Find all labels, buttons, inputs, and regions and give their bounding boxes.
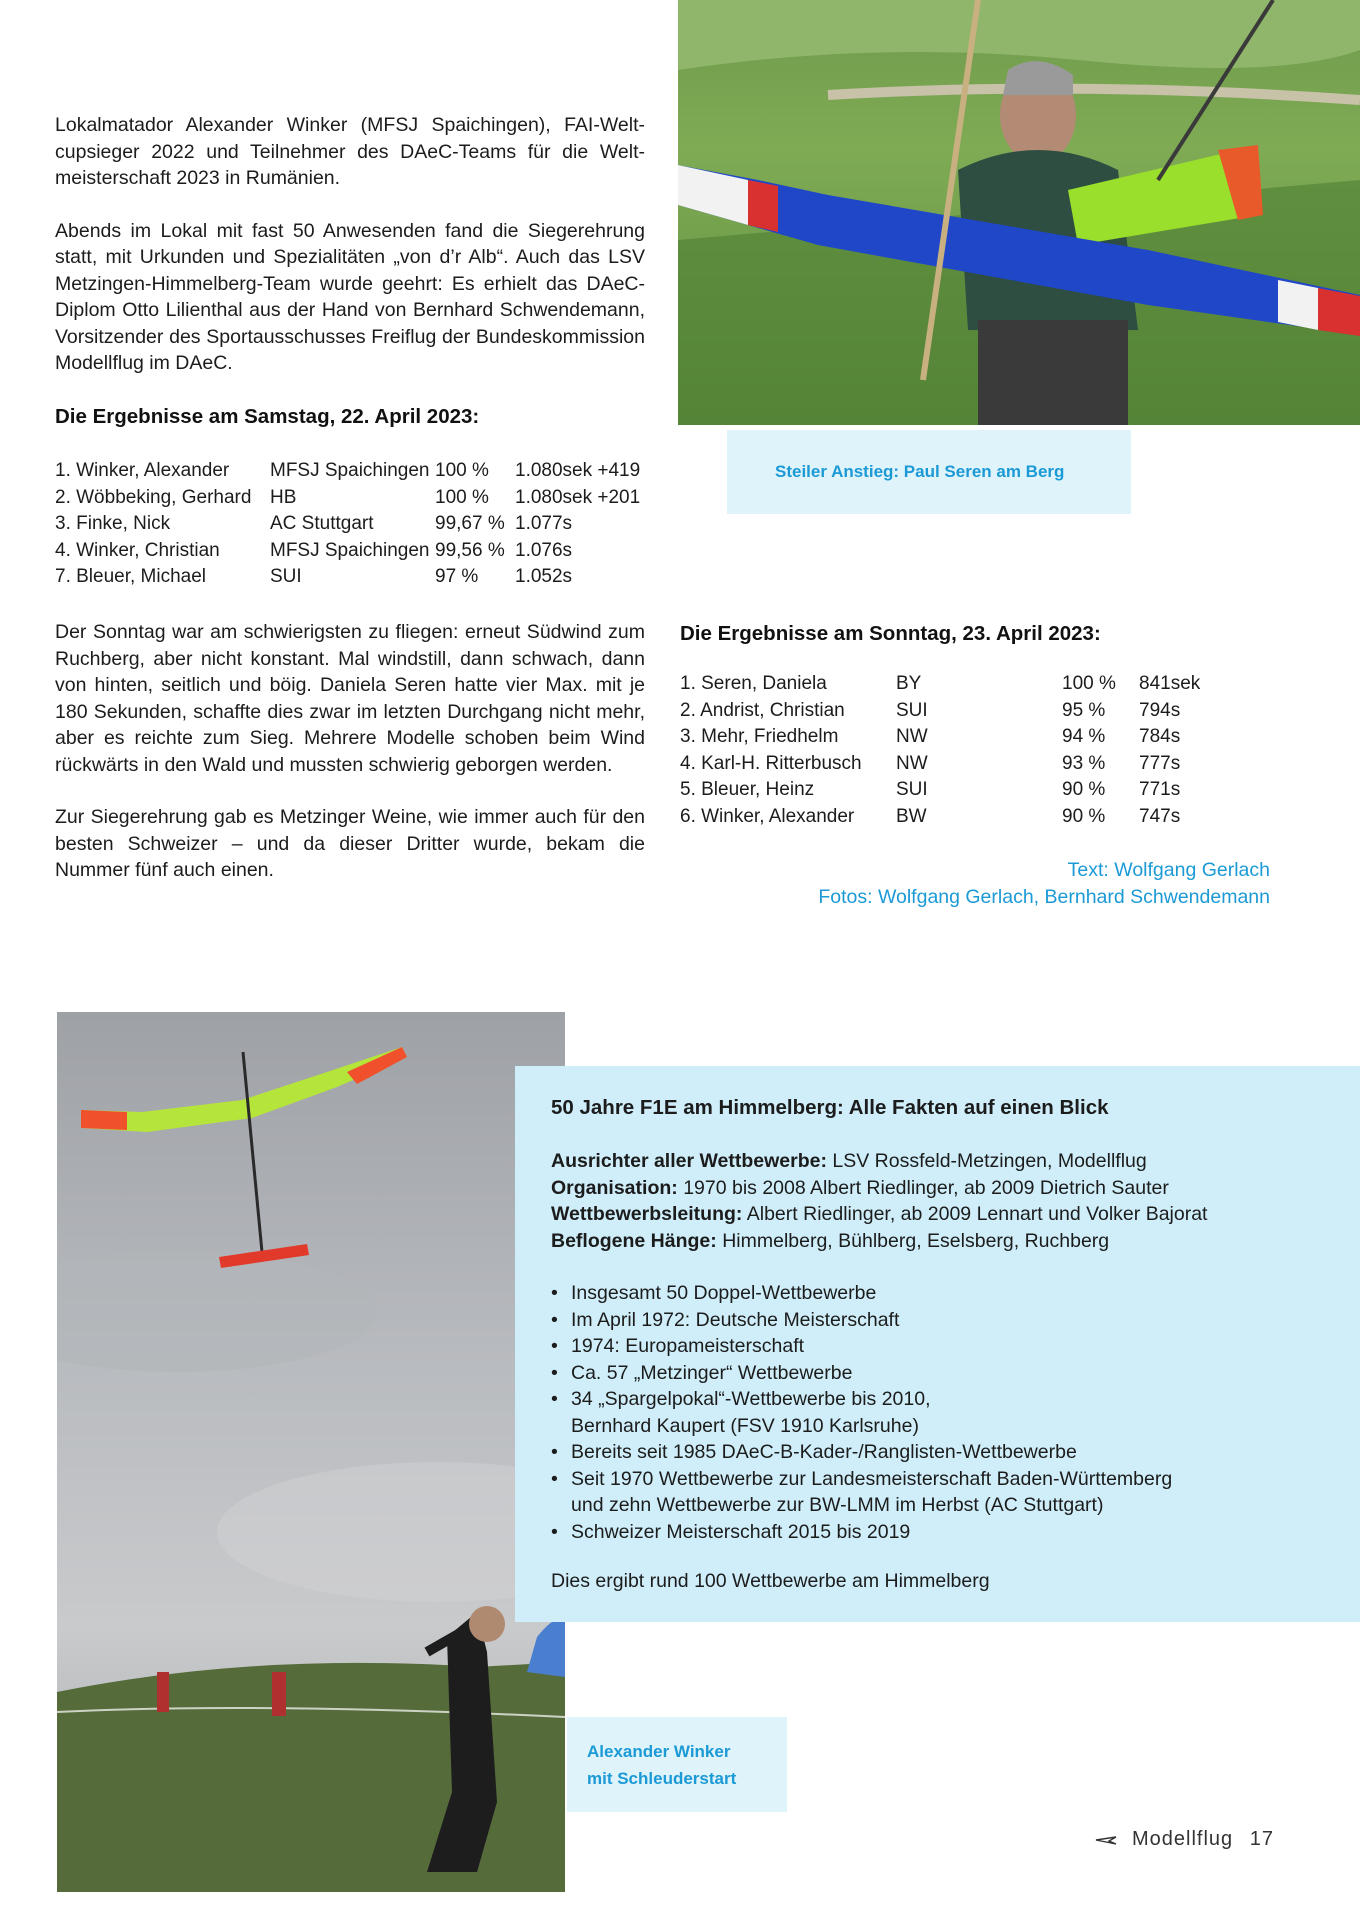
list-item: • 1974: Europameisterschaft (551, 1333, 1172, 1360)
intro-paragraph-2: Abends im Lokal mit fast 50 Anwesenden fand die Siegerehrung statt, mit Urkunden und Spezialitäten „von d’r Alb“. Auch das LSV Metzingen-Himmelberg-Team wurde geehrt: Es erhielt das DAeC-Diplom Otto Lilienthal aus der Hand von Bernhard Schwendemann, Vorsitzender des Sportausschusses Freiflug der Bundeskommission Modellflug im DAeC. (55, 219, 645, 374)
caption-photo-bottom-line2: mit Schleuderstart (587, 1769, 737, 1788)
list-item: • Bereits seit 1985 DAeC-B-Kader-/Ranglisten-Wettbewerbe (551, 1439, 1172, 1466)
list-item: • Ca. 57 „Metzinger“ Wettbewerbe (551, 1360, 1172, 1387)
photo-alexander-winker (57, 1012, 565, 1892)
intro-paragraph-1: Lokalmatador Alexander Winker (MFSJ Spaichingen), FAI-Weltcupsieger 2022 und Teilnehmer des DAeC-Teams für die Weltmeisterschaft 2023 in Rumänien. (55, 114, 645, 189)
page-footer (1095, 1828, 1274, 1851)
credit-photo-authors: Fotos: Wolfgang Gerlach, Bernhard Schwendemann (818, 886, 1270, 908)
list-item: • Im April 1972: Deutsche Meisterschaft (551, 1307, 1172, 1334)
sunday-paragraph-2: Zur Siegerehrung gab es Metzinger Weine, wie immer auch für den besten Schweizer – und da dieser Dritter wurde, bekam die Nummer fünf auch einen. (55, 806, 645, 881)
sunday-results-table: 1. Seren, Daniela BY 100 % 841sek 2. Andrist, Christian SUI 95 % 794s 3. Mehr, Friedhelm NW 94 % 784s 4. Karl-H. Ritterbusch NW 93 % 777s 5. Bleuer, Heinz SUI 90 % 771s 6. Winker, Alexander BW 90 % 747s (680, 673, 1201, 827)
page-number: 17 (1249, 1828, 1274, 1850)
photo-glider-pilot-image (678, 0, 1360, 425)
fact-organisation: Organisation: 1970 bis 2008 Albert Riedlinger, ab 2009 Dietrich Sauter (551, 1176, 1169, 1199)
facts-box (515, 1066, 1360, 1622)
list-item: • 34 „Spargelpokal“-Wettbewerbe bis 2010, Bernhard Kaupert (FSV 1910 Karlsruhe) (551, 1386, 1172, 1439)
magazine-name: Modellflug (1132, 1828, 1234, 1850)
facts-bullet-list (551, 1280, 1172, 1545)
saturday-results-heading: Die Ergebnisse am Samstag, 22. April 2023: (55, 405, 480, 428)
photo-glider-sky-image (57, 1012, 565, 1892)
caption-photo-bottom (567, 1717, 787, 1812)
sunday-text-column (55, 619, 645, 884)
caption-photo-top (727, 430, 1131, 514)
list-item: • Schweizer Meisterschaft 2015 bis 2019 (551, 1519, 1172, 1546)
fact-competition-management: Wettbewerbsleitung: Albert Riedlinger, ab 2009 Lennart und Volker Bajorat (551, 1203, 1208, 1225)
facts-box-title: 50 Jahre F1E am Himmelberg: Alle Fakten auf einen Blick (551, 1096, 1109, 1119)
credits (700, 857, 1270, 911)
credit-text-author: Text: Wolfgang Gerlach (1067, 859, 1270, 881)
sunday-paragraph-1: Der Sonntag war am schwierigsten zu fliegen: erneut Südwind zum Ruchberg, aber nicht konstant. Mal windstill, dann schwach, dann von hinten, seitlich und böig. Daniela Seren hatte vier Max. mit je 180 Sekunden, schaffte dies zwar im letzten Durchgang nicht mehr, aber es reichte zum Sieg. Mehrere Modelle schoben beim Wind rückwärts in den Wald und mussten schwierig geborgen werden. (55, 621, 645, 776)
photo-paul-seren (678, 0, 1360, 425)
list-item: • Insgesamt 50 Doppel-Wettbewerbe (551, 1280, 1172, 1307)
caption-photo-bottom-line1: Alexander Winker (587, 1742, 731, 1761)
list-item: • Seit 1970 Wettbewerbe zur Landesmeisterschaft Baden-Württemberg und zehn Wettbewerbe zur BW-LMM im Herbst (AC Stuttgart) (551, 1466, 1172, 1519)
sunday-results-heading: Die Ergebnisse am Sonntag, 23. April 2023: (680, 622, 1101, 645)
intro-column (55, 112, 645, 377)
caption-photo-top-text: Steiler Anstieg: Paul Seren am Berg (775, 462, 1065, 481)
fact-organizer: Ausrichter aller Wettbewerbe: LSV Rossfeld-Metzingen, Modellflug (551, 1150, 1147, 1172)
glider-logo-icon (1095, 1833, 1117, 1847)
fact-slopes: Beflogene Hänge: Himmelberg, Bühlberg, Eselsberg, Ruchberg (551, 1229, 1110, 1252)
facts-summary: Dies ergibt rund 100 Wettbewerbe am Himmelberg (551, 1570, 990, 1592)
saturday-results-table: 1. Winker, Alexander MFSJ Spaichingen 100 % 1.080sek +419 2. Wöbbeking, Gerhard HB 100 % 1.080sek +201 3. Finke, Nick AC Stuttgart 99,67 % 1.077s 4. Winker, Christian MFSJ Spaichingen 99,56 % 1.076s 7. Bleuer, Michael SUI 97 % 1.052s (55, 460, 641, 587)
